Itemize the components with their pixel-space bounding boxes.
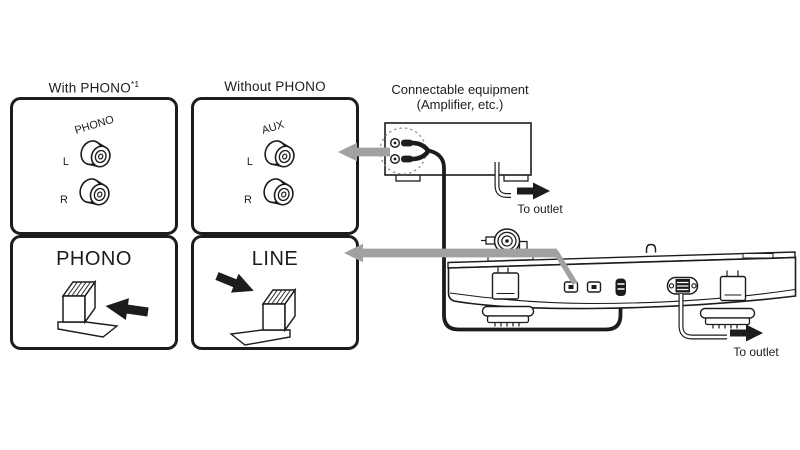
ac-inlet: [668, 278, 698, 295]
deck-top: [448, 252, 795, 268]
amp-outlet-label: To outlet: [517, 202, 563, 216]
turntable-outlet-label: To outlet: [733, 345, 779, 359]
with-phono-heading-text: With PHONO: [48, 80, 131, 96]
amplifier-drawing: [380, 123, 531, 196]
gray-arrow-to-line-icon: [344, 244, 557, 262]
gray-arrow-to-line-tail: [556, 252, 576, 284]
turntable-drawing: [448, 229, 796, 337]
audio-cable: [426, 150, 621, 330]
dashed-highlight-circle: [380, 128, 426, 174]
rca-plug-icon: [401, 140, 413, 147]
amp-rca-inputs: [391, 139, 428, 164]
jack-group-label: PHONO: [73, 113, 116, 137]
jack-l-label: L: [246, 156, 253, 168]
dust-cover-hinge-loop: [647, 245, 656, 254]
counterweight: [481, 229, 528, 254]
turntable-power-cord: [681, 294, 727, 337]
jack-group-label: AUX: [260, 118, 286, 137]
turntable-switches: [565, 282, 601, 292]
amp-foot: [396, 175, 420, 182]
with-phono-footnote-marker: *1: [130, 79, 140, 89]
panel-without-phono-jacks: [191, 97, 359, 235]
jack-r-label: R: [244, 194, 252, 206]
cable-grommet: [616, 279, 627, 297]
line-mode-label: LINE: [251, 248, 299, 270]
rca-plug-icon: [401, 156, 413, 163]
amp-foot: [504, 175, 528, 182]
without-phono-heading-text: Without PHONO: [224, 79, 326, 94]
turntable-outlet-arrow-icon: [730, 325, 763, 342]
amp-chassis: [385, 123, 531, 175]
dust-cover-hinges: [493, 268, 746, 301]
deck-lip: [488, 255, 533, 261]
equipment-diagram-art: [330, 75, 800, 380]
amp-outlet-arrow-icon: [517, 183, 550, 200]
equipment-heading-line2: (Amplifier, etc.): [416, 97, 504, 112]
without-phono-heading: [191, 79, 359, 94]
equipment-heading: [383, 82, 537, 112]
without-phono-jacks-art: [191, 97, 359, 235]
amp-power-cord: [497, 162, 511, 196]
panel-with-phono-jacks: [10, 97, 178, 235]
panel-border: [193, 99, 358, 234]
jack-l-label: L: [62, 156, 69, 168]
plinth-inner-line: [450, 290, 795, 304]
plinth: [449, 258, 796, 309]
turntable-feet: [483, 307, 755, 329]
with-phono-jacks-art: [10, 97, 178, 235]
deck-step: [743, 254, 773, 259]
equipment-heading-line1: Connectable equipment: [391, 82, 529, 97]
jack-r-label: R: [60, 194, 68, 206]
with-phono-heading: [10, 79, 178, 96]
phono-mode-label: PHONO: [56, 248, 132, 270]
